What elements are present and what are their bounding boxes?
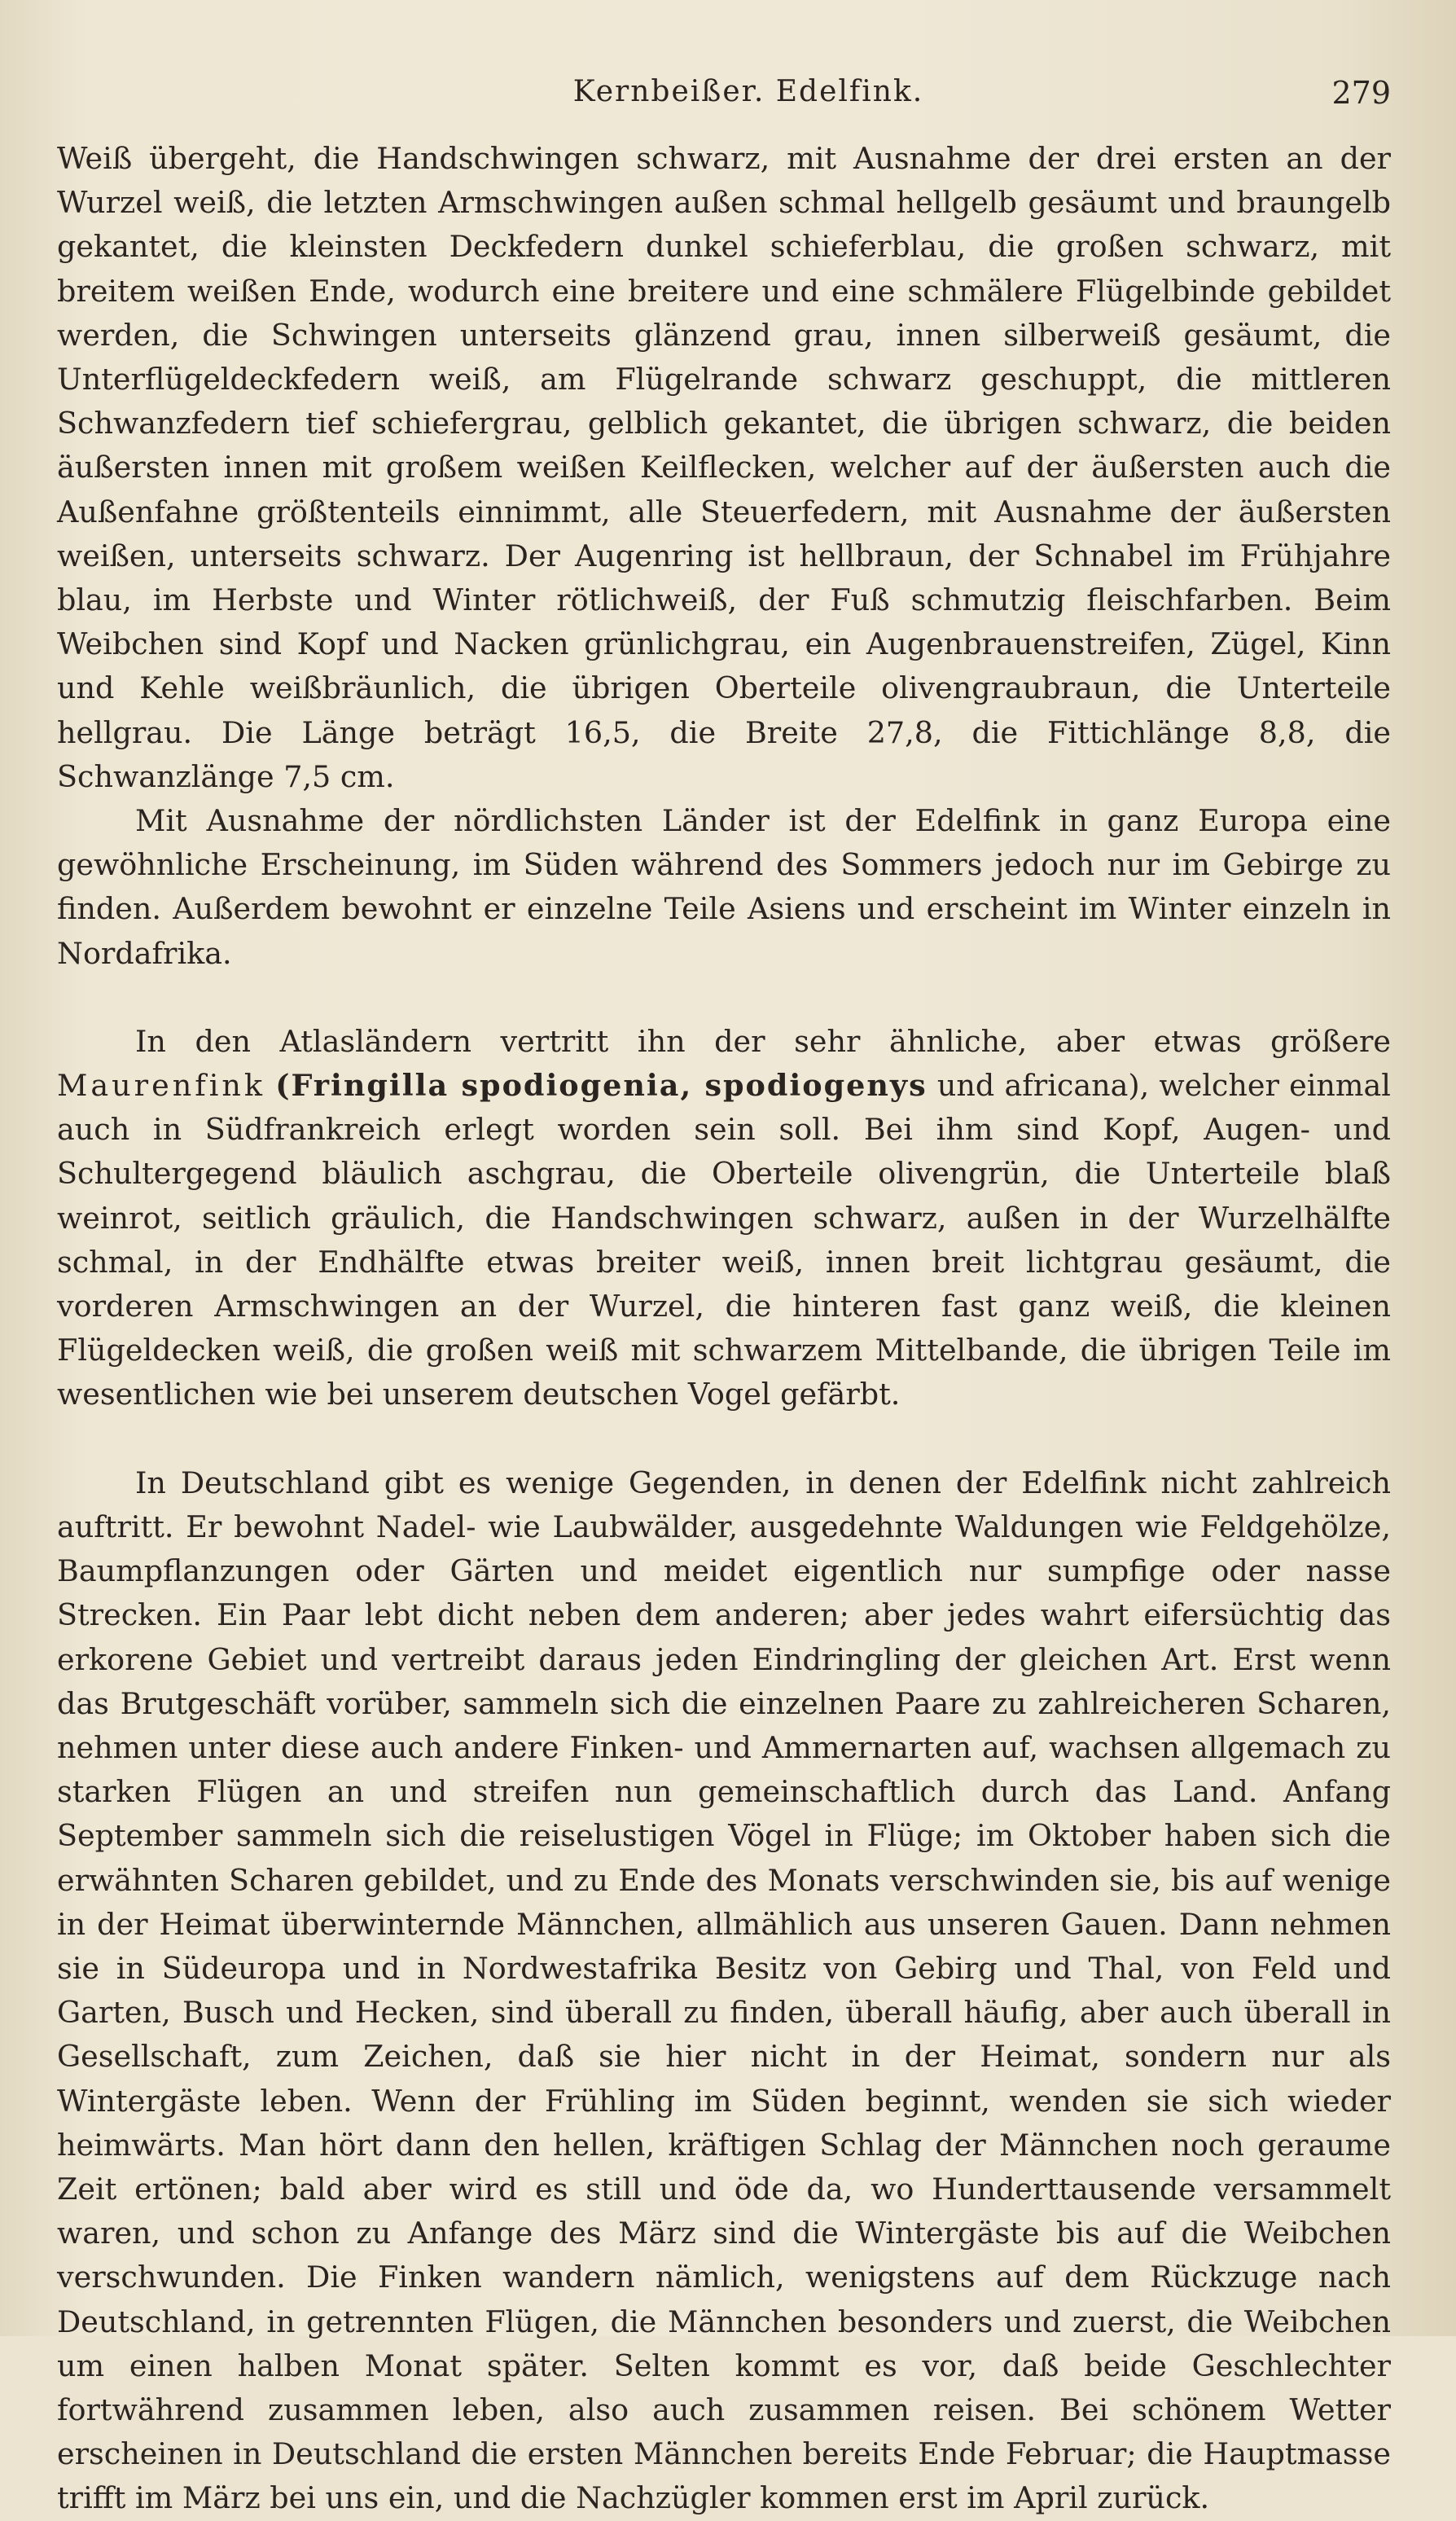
paragraph-maurenfink (57, 1020, 1391, 1417)
running-head: Kernbeißer. Edelfink. (572, 75, 924, 108)
maurenfink-description: und africana), welcher einmal auch in Südfrankreich erlegt worden sein soll. Bei ihm sind Kopf, Augen- und Schultergegend bläulich aschgrau, die Oberteile olivengrün, die Unterteile blaß weinrot, seitlich gräulich, die Handschwingen schwarz, außen in der Wurzelhälfte schmal, in der Endhälfte etwas breiter weiß, innen breit lichtgrau gesäumt, die vorderen Armschwingen an der Wurzel, die hinteren fast ganz weiß, die kleinen Flügeldecken weiß, die großen weiß mit schwarzem Mittelbande, die übrigen Teile im wesentlichen wie bei unserem deutschen Vogel gefärbt. (57, 1068, 1391, 1412)
page-header (57, 75, 1391, 116)
paragraph-distribution: Mit Ausnahme der nördlichsten Länder ist der Edelfink in ganz Europa eine gewöhnliche Erscheinung, im Süden während des Sommers jedoch nur im Gebirge zu finden. Außerdem bewohnt er einzelne Teile Asiens und erscheint im Winter einzeln in Nordafrika. (57, 803, 1391, 971)
species-name-maurenfink: Maurenfink (57, 1068, 266, 1104)
paragraph-migration: In Deutschland gibt es wenige Gegenden, in denen der Edelfink nicht zahlreich auftritt. Er bewohnt Nadel- wie Laubwälder, ausgedehnte Waldungen wie Feldgehölze, Baumpflanzungen oder Gärten und meidet eigentlich nur sumpfige oder nasse Strecken. Ein Paar lebt dicht neben dem anderen; aber jedes wahrt eifersüchtig das erkorene Gebiet und vertreibt daraus jeden Eindringling der gleichen Art. Erst wenn das Brutgeschäft vorüber, sammeln sich die einzelnen Paare zu zahlreicheren Scharen, nehmen unter diese auch andere Finken- und Ammernarten auf, wachsen allgemach zu starken Flügen an und streifen nun gemeinschaftlich durch das Land. Anfang September sammeln sich die reiselustigen Vögel in Flüge; im Oktober haben sich die erwähnten Scharen gebildet, und zu Ende des Monats verschwinden sie, bis auf wenige in der Heimat überwinternde Männchen, allmählich aus unseren Gauen. Dann nehmen sie in Südeuropa und in Nordwestafrika Besitz von Gebirg und Thal, von Feld und Garten, Busch und Hecken, sind überall zu finden, überall häufig, aber auch überall in Gesellschaft, zum Zeichen, daß sie hier nicht in der Heimat, sondern nur als Wintergäste leben. Wenn der Frühling im Süden beginnt, wenden sie sich wieder heimwärts. Man hört dann den hellen, kräftigen Schlag der Männchen noch geraume Zeit ertönen; bald aber wird es still und öde da, wo Hunderttausende versammelt waren, und schon zu Anfange des März sind die Wintergäste bis auf die Weibchen verschwunden. Die Finken wandern nämlich, wenigstens auf dem Rückzuge nach Deutschland, in getrennten Flügen, die Männchen besonders und zuerst, die Weibchen um einen halben Monat später. Selten kommt es vor, daß beide Geschlechter fortwährend zusammen leben, also auch zusammen reisen. Bei schönem Wetter erscheinen in Deutschland die ersten Männchen bereits Ende Februar; die Hauptmasse trifft im März bei uns ein, und die Nachzügler kommen erst im April zurück. (57, 1465, 1391, 2516)
page-number: 279 (1331, 75, 1391, 111)
body-text (57, 137, 1391, 2521)
maurenfink-intro: In den Atlasländern vertritt ihn der sehr ähnliche, aber etwas größere (135, 1023, 1391, 1059)
paragraph-plumage-description: Weiß übergeht, die Handschwingen schwarz, mit Ausnahme der drei ersten an der Wurzel weiß, die letzten Armschwingen außen schmal hellgelb gesäumt und braungelb gekantet, die kleinsten Deckfedern dunkel schieferblau, die großen schwarz, mit breitem weißen Ende, wodurch eine breitere und eine schmälere Flügelbinde gebildet werden, die Schwingen unterseits glänzend grau, innen silberweiß gesäumt, die Unterflügeldeckfedern weiß, am Flügelrande schwarz geschuppt, die mittleren Schwanzfedern tief schiefergrau, gelblich gekantet, die übrigen schwarz, die beiden äußersten innen mit großem weißen Keilflecken, welcher auf der äußersten auch die Außenfahne größtenteils einnimmt, alle Steuerfedern, mit Ausnahme der äußersten weißen, unterseits schwarz. Der Augenring ist hellbraun, der Schnabel im Frühjahre blau, im Herbste und Winter rötlichweiß, der Fuß schmutzig fleischfarben. Beim Weibchen sind Kopf und Nacken grünlichgrau, ein Augenbrauenstreifen, Zügel, Kinn und Kehle weißbräunlich, die übrigen Oberteile olivengraubraun, die Unterteile hellgrau. Die Länge beträgt 16,5, die Breite 27,8, die Fittichlänge 8,8, die Schwanzlänge 7,5 cm. (57, 141, 1391, 794)
latin-name: (Fringilla spodiogenia, spodiogenys (275, 1068, 928, 1104)
